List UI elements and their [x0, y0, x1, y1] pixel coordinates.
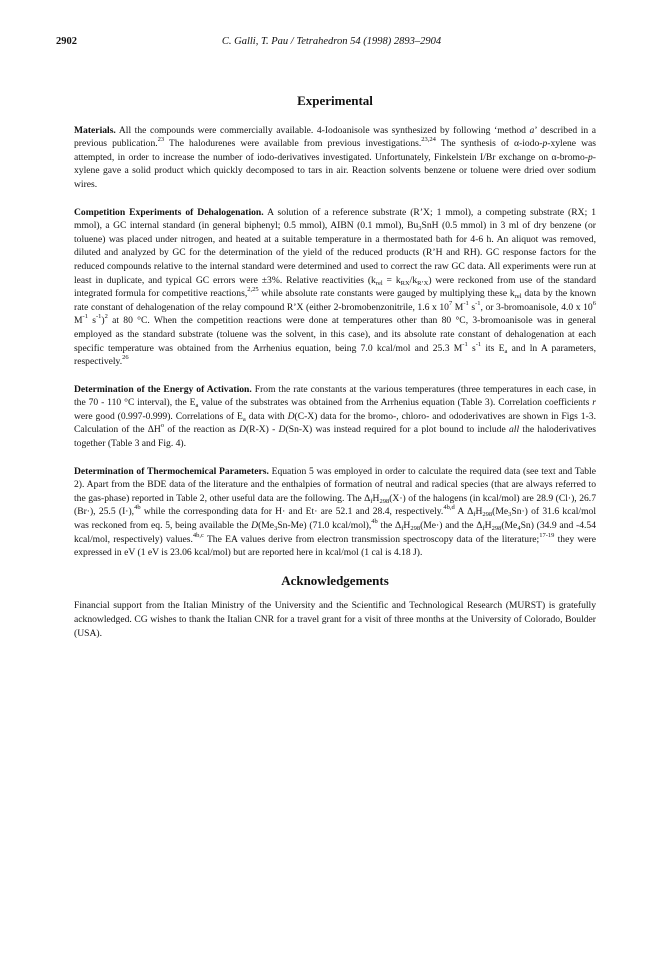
journal-citation: C. Galli, T. Pau / Tetrahedron 54 (1998) 2893–2904 — [221, 36, 442, 47]
body-text — [74, 94, 596, 654]
paragraph-heading: Materials. — [74, 124, 116, 136]
reference-marker: 23 — [157, 136, 165, 144]
reference-marker: 4b,c — [192, 531, 204, 539]
section-title-experimental: Experimental — [297, 93, 373, 108]
paragraph-energy-of-activation: Determination of the Energy of Activation. From the rate constants at the various temperatures (three temperatures in each case, in the 70 - 110 °C interval), the $E_a$ value of the substrates was obtained from the Arrhenius equation (Table 3). Correlation coefficients r were good (0.997-0.999). Correlations of $E_a$ data with D(C-X) data for the bromo-, chloro- and ododerivatives are shown in Figs 1-3. Calculation of the $\Delta H^o$ of the reaction as D(R-X) - D(Sn-X) was instead required for a plot bound to include all the haloderivatives together (Table 3 and Fig. 4). — [74, 383, 597, 450]
reference-marker: 17-19 — [539, 531, 555, 539]
section-title-acknowledgements: Acknowledgements — [281, 572, 389, 588]
paragraph-heading: Determination of Thermochemical Parameters. — [74, 465, 269, 477]
reference-marker: 2,25 — [247, 286, 259, 294]
paragraph-materials: Materials. All the compounds were commercially available. 4-Iodoanisole was synthesized by following ‘method a’ described in a previous publication.$^{23}$ The halodurenes were available from previous investigations.$^{23,24}$ The synthesis of α-iodo-p-xylene was attempted, in order to increase the number of iodo-derivatives investigated. Unfortunately, Finkelstein I/Br exchange on α-bromo-p-xylene gave a solid product which quickly decomposed to tars in air. Reaction solvents benzene or toluene were dried over sodium wires. — [74, 124, 597, 190]
page-number: 2902 — [56, 36, 77, 47]
paragraph-acknowledgements: Financial support from the Italian Ministry of the University and the Scientific and Technological Research (MURST) is gratefully acknowledged. CG wishes to thank the Italian CNR for a travel grant for a visit of three months at the University of Colorado, Boulder (USA). — [74, 600, 596, 639]
reference-marker: 26 — [122, 354, 129, 362]
reference-marker: 4b — [371, 518, 378, 526]
reference-marker: 4b,d — [443, 504, 455, 512]
paragraph-heading: Competition Experiments of Dehalogenation. — [74, 206, 264, 218]
paragraph-thermochemical-parameters: Determination of Thermochemical Parameters. Equation 5 was employed in order to calculate the required data (see text and Table 2). Apart from the BDE data of the literature and the enthalpies of formation of neutral and radical species (that are always referred to the gas-phase) reported in Table 2, other useful data are the following. The $\Delta_fH_{298}(X\cdot)$ of the halogens (in kcal/mol) are 28.9 (Cl·), 26.7 (Br·), 25.5 (I·),$^{4b}$ while the corresponding data for H· and Et· are 52.1 and 28.4, respectively.$^{4b,d}$ A $\Delta_fH_{298}(Me_3Sn\cdot)$ of 31.6 kcal/mol was reckoned from eq. 5, being available the $D(Me_3Sn-Me)$ (71.0 kcal/mol),$^{4b}$ the $\Delta_fH_{298}(Me\cdot)$ and the $\Delta_fH_{298}(Me_4Sn)$ (34.9 and -4.54 kcal/mol, respectively) values.$^{4b,c}$ The EA values derive from electron transmission spectroscopy data of the literature;$^{17-19}$ they were expressed in eV (1 eV is 23.06 kcal/mol) but are reported here in kcal/mol (1 cal is 4.18 J). — [74, 465, 596, 559]
reference-marker: 23,24 — [421, 136, 436, 144]
reference-marker: 4b — [134, 504, 141, 512]
running-head — [56, 36, 616, 47]
paragraph-competition-experiments: Competition Experiments of Dehalogenation. A solution of a reference substrate (R’X; 1 mmol), a competing substrate (RX; 1 mmol), a GC internal standard (in general biphenyl; 0.5 mmol), AIBN (0.1 mmol), $Bu_3SnH$ (0.5 mmol) in 3 ml of dry benzene (or toluene) was placed under nitrogen, and heated at a suitable temperature in a thermostated bath for 4-6 h. An aliquot was removed, diluted and analyzed by GC for the determination of the yield of the reduced products (R’H and RH). GC response factors for the reduced compounds relative to the internal standard were determined and used to correct the raw GC data. All experiments were run at least in duplicate, and typical GC errors were ±3%. Relative reactivities $(k_{rel} = k_{RX}/k_{R’X})$ were reckoned from use of the standard integrated formula for competitive reactions,$^{2,25}$ while absolute rate constants were gauged by multiplying these $k_{rel}$ data by the known rate constant of dehalogenation of the relay compound R’X (either 2-bromobenzonitrile, 1.6 x $10^7$ $M^{-1}$ $s^{-1}$, or 3-bromoanisole, 4.0 x $10^6$ $M^{-1}$ $s^{-1})^2$ at 80 °C. When the competition reactions were done at temperatures other than 80 °C, 3-bromoanisole was in general employed as the standard substrate (toluene was the solvent, in this case), and its absolute rate constant of dehalogenation at each specific temperature was obtained from the Arrhenius equation, being 7.0 kcal/mol and 25.3 $M^{-1}$ $s^{-1}$ its $E_a$ and ln A parameters, respectively.$^{26}$ — [74, 206, 596, 368]
paragraph-heading: Determination of the Energy of Activation. — [74, 383, 252, 395]
